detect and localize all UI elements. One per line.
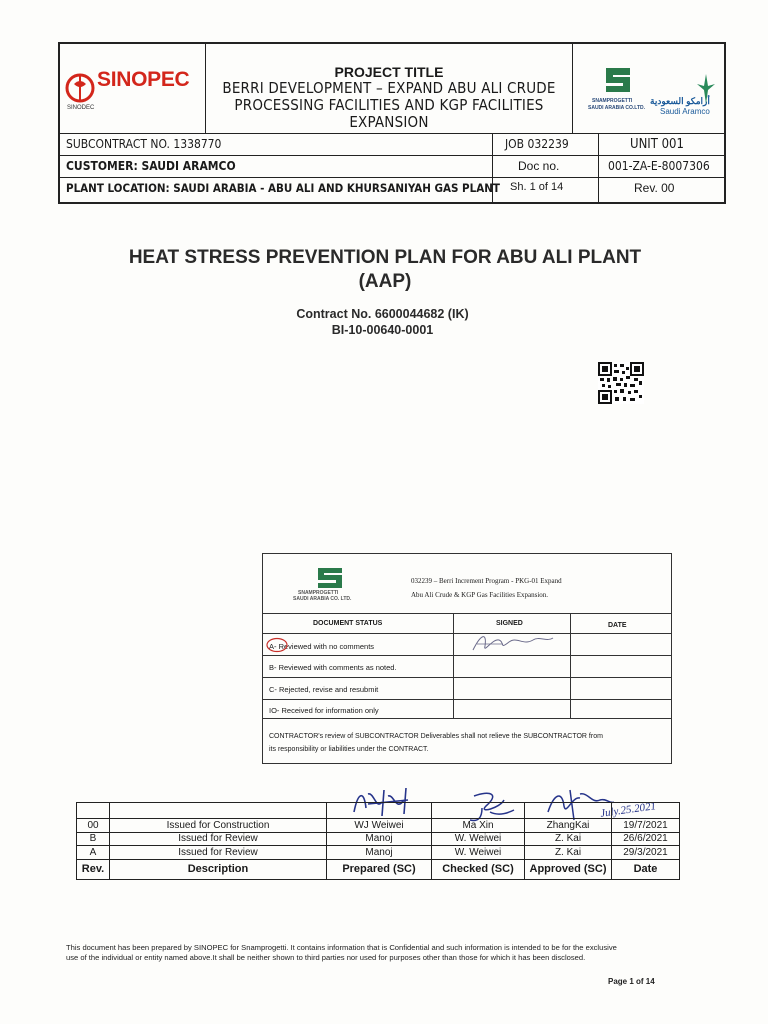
subcontract-number: SUBCONTRACT NO. 1338770 xyxy=(66,137,222,151)
footer-line: This document has been prepared by SINOPEC for Snamprogetti. It contains information that is Confidential and such information is intended to be for the exclusive xyxy=(66,943,617,952)
document-header xyxy=(58,42,726,204)
stamp-company: SNAMPROGETTI xyxy=(298,590,339,596)
approved-cell: Z. Kai xyxy=(525,846,612,860)
table-cell xyxy=(77,803,110,819)
doc-no-label: Doc no. xyxy=(518,159,560,173)
customer: CUSTOMER: SAUDI ARAMCO xyxy=(66,159,236,173)
svg-text:SINODEC: SINODEC xyxy=(67,105,95,110)
status-circle-mark-icon xyxy=(265,637,289,653)
checked-cell: Ma Xin xyxy=(432,818,525,832)
project-title-label: PROJECT TITLE xyxy=(334,64,444,80)
table-row xyxy=(77,818,680,832)
prepared-cell: WJ Weiwei xyxy=(327,818,432,832)
qr-code-icon xyxy=(598,362,644,404)
header-description: Description xyxy=(110,859,327,879)
confidentiality-notice xyxy=(66,943,706,963)
stamp-note: CONTRACTOR's review of SUBCONTRACTOR Deliverables shall not relieve the SUBCONTRACTOR from xyxy=(269,733,603,740)
page-number: Page 1 of 14 xyxy=(608,977,655,986)
table-row xyxy=(77,803,680,819)
header-prepared: Prepared (SC) xyxy=(327,859,432,879)
company-name: SINOPEC xyxy=(97,68,190,91)
aramco-name: Saudi Aramco xyxy=(660,107,710,116)
reviewer-signature-icon xyxy=(463,628,559,658)
table-cell xyxy=(327,803,432,819)
prepared-cell: Manoj xyxy=(327,846,432,860)
status-option-c: C- Rejected, revise and resubmit xyxy=(269,685,379,694)
approved-cell: ZhangKai xyxy=(525,818,612,832)
stamp-company: SAUDI ARABIA CO. LTD. xyxy=(293,596,352,602)
header-checked: Checked (SC) xyxy=(432,859,525,879)
stamp-note: its responsibility or liabilities under the CONTRACT. xyxy=(269,746,429,753)
plant-location: PLANT LOCATION: SAUDI ARABIA - ABU ALI AND KHURSANIYAH GAS PLANT xyxy=(66,181,500,195)
header-rev: Rev. xyxy=(77,859,110,879)
project-title xyxy=(206,80,572,131)
snamprogetti-label: SAUDI ARABIA CO.LTD. xyxy=(588,105,646,111)
title-line: (AAP) xyxy=(358,271,412,292)
job-number: JOB 032239 xyxy=(505,137,569,151)
doc-number: 001-ZA-E-8007306 xyxy=(608,159,710,173)
rev-cell: 00 xyxy=(77,818,110,832)
status-option-b: B- Reviewed with comments as noted. xyxy=(269,663,397,672)
description-cell: Issued for Review xyxy=(110,832,327,846)
status-option-io: IO- Received for information only xyxy=(269,706,379,715)
description-cell: Issued for Review xyxy=(110,846,327,860)
title-line: HEAT STRESS PREVENTION PLAN FOR ABU ALI PLANT xyxy=(128,247,642,268)
rev-cell: A xyxy=(77,846,110,860)
revision-table xyxy=(76,802,680,880)
date-cell: 29/3/2021 xyxy=(612,846,680,860)
table-header-row xyxy=(77,859,680,879)
approval-date-handwritten: July.25.2021 xyxy=(599,800,657,820)
table-cell xyxy=(612,803,680,819)
table-row xyxy=(77,832,680,846)
header-approved: Approved (SC) xyxy=(525,859,612,879)
snamprogetti-logo-icon xyxy=(317,567,343,589)
date-cell: 19/7/2021 xyxy=(612,818,680,832)
unit-number: UNIT 001 xyxy=(630,137,684,152)
sinopec-logo-icon xyxy=(65,70,97,110)
date-cell: 26/6/2021 xyxy=(612,832,680,846)
review-stamp xyxy=(262,553,672,764)
project-title-line: PROCESSING FACILITIES AND KGP FACILITIES xyxy=(234,96,544,114)
status-option-a: A- Reviewed with no comments xyxy=(269,642,375,651)
stamp-project: 032239 – Berri Increment Program - PKG-01 Expand xyxy=(411,577,562,585)
table-cell xyxy=(525,803,612,819)
aramco-star-icon xyxy=(695,72,717,106)
prepared-cell: Manoj xyxy=(327,832,432,846)
column-date: DATE xyxy=(608,622,627,629)
sheet-number: Sh. 1 of 14 xyxy=(510,181,564,193)
project-title-line: EXPANSION xyxy=(349,113,429,131)
checked-cell: W. Weiwei xyxy=(432,846,525,860)
header-date: Date xyxy=(612,859,680,879)
description-cell: Issued for Construction xyxy=(110,818,327,832)
stamp-project: Abu Ali Crude & KGP Gas Facilities Expansion. xyxy=(411,591,549,599)
table-cell xyxy=(110,803,327,819)
document-title xyxy=(90,246,680,294)
checked-cell: W. Weiwei xyxy=(432,832,525,846)
project-title-line: BERRI DEVELOPMENT – EXPAND ABU ALI CRUDE xyxy=(222,79,556,97)
contract-info xyxy=(200,306,565,338)
table-row xyxy=(77,846,680,860)
revision-number: Rev. 00 xyxy=(634,181,675,195)
snamprogetti-logo-icon xyxy=(604,66,632,96)
bi-number: BI-10-00640-0001 xyxy=(331,323,434,337)
footer-line: use of the individual or entity named above.It shall be neither shown to third parties nor used for purposes other than those for which it has been disclosed. xyxy=(66,953,586,962)
approved-cell: Z. Kai xyxy=(525,832,612,846)
aramco-arabic: أرامكو السعودية xyxy=(650,96,710,106)
table-cell xyxy=(432,803,525,819)
column-signed: SIGNED xyxy=(496,620,523,627)
contract-number: Contract No. 6600044682 (IK) xyxy=(296,307,469,321)
rev-cell: B xyxy=(77,832,110,846)
snamprogetti-label: SNAMPROGETTI xyxy=(592,98,633,104)
column-document-status: DOCUMENT STATUS xyxy=(313,620,383,627)
